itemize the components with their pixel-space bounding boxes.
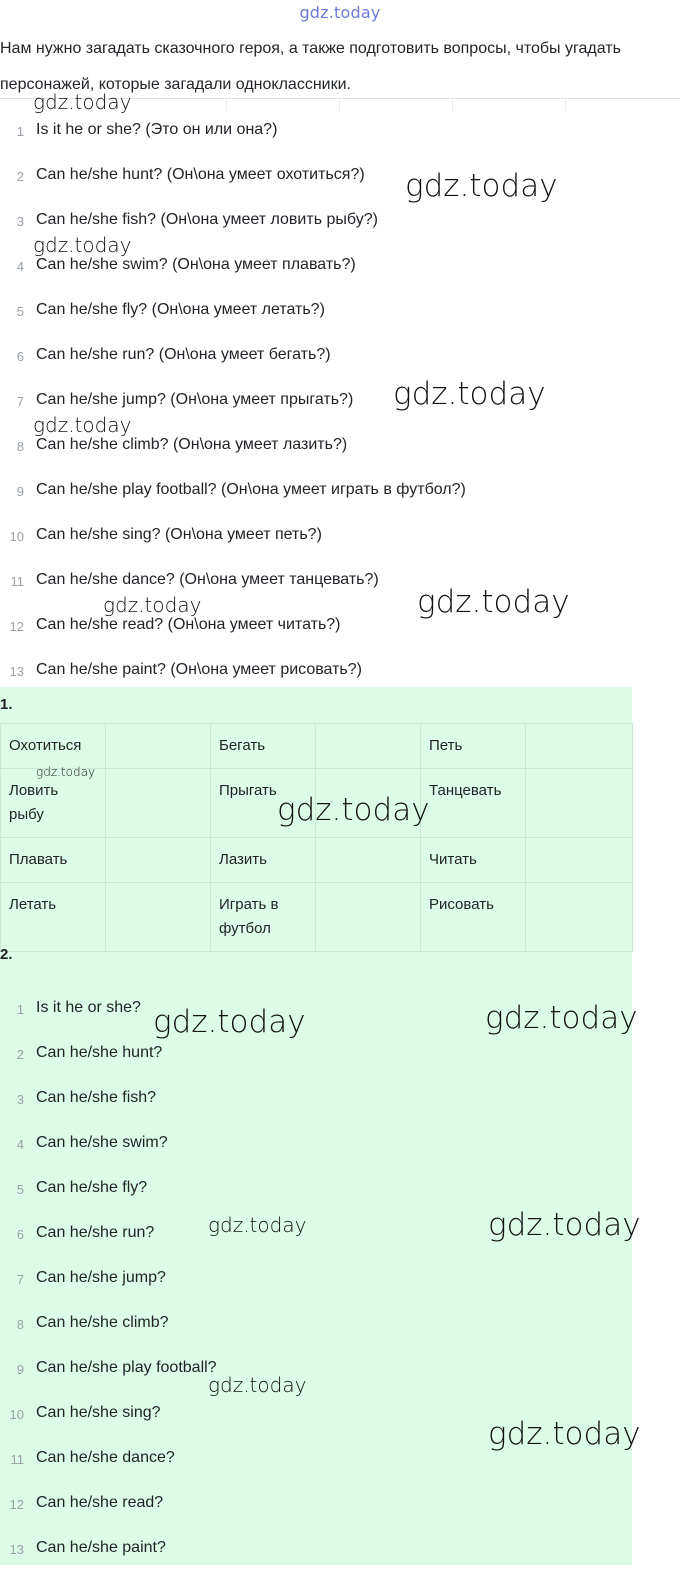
item-text: Can he/she read? (Он\она умеет читать?) xyxy=(36,616,341,633)
item-number: 6 xyxy=(16,1227,24,1242)
item-number: 3 xyxy=(16,214,24,229)
item-number: 5 xyxy=(16,1182,24,1197)
item-number: 9 xyxy=(16,484,24,499)
item-number: 7 xyxy=(16,1272,24,1287)
table-cell: Летать xyxy=(1,883,106,952)
list-item xyxy=(0,480,680,525)
list-item xyxy=(0,1493,680,1538)
item-text: Can he/she paint? (Он\она умеет рисовать?) xyxy=(36,661,362,678)
item-number: 11 xyxy=(10,1452,24,1467)
table-cell xyxy=(526,838,633,883)
table-cell xyxy=(106,883,211,952)
item-number: 4 xyxy=(16,1137,24,1152)
table-cell xyxy=(526,769,633,838)
table-cell: Бегать xyxy=(211,724,316,769)
table-cell xyxy=(106,769,211,838)
list-item xyxy=(0,615,680,660)
table-cell xyxy=(316,838,421,883)
table-row xyxy=(1,883,633,952)
table-cell xyxy=(526,724,633,769)
item-number: 8 xyxy=(16,439,24,454)
item-text: Is it he or she? (Это он или она?) xyxy=(36,121,278,138)
watermark: gdz.today xyxy=(488,1207,641,1243)
watermark: gdz.today xyxy=(405,168,558,204)
list-item xyxy=(0,1538,680,1583)
table-cell: Прыгать xyxy=(211,769,316,838)
item-text: Can he/she read? xyxy=(36,1494,164,1511)
list-item xyxy=(0,300,680,345)
item-text: Can he/she swim? (Он\она умеет плавать?) xyxy=(36,256,356,273)
item-text: Can he/she fly? (Он\она умеет летать?) xyxy=(36,301,325,318)
item-text: Can he/she paint? xyxy=(36,1539,166,1556)
item-text: Can he/she hunt? (Он\она умеет охотиться?) xyxy=(36,166,365,183)
section-2-label: 2. xyxy=(0,946,13,963)
item-number: 2 xyxy=(16,169,24,184)
item-number: 13 xyxy=(9,1542,24,1557)
item-number: 2 xyxy=(16,1047,24,1062)
watermark: gdz.today xyxy=(393,376,546,412)
item-number: 4 xyxy=(16,259,24,274)
table-cell: Читать xyxy=(421,838,526,883)
item-text: Is it he or she? xyxy=(36,999,141,1016)
item-number: 1 xyxy=(16,1002,24,1017)
list-item xyxy=(0,1268,680,1313)
table-cell xyxy=(106,724,211,769)
list-item xyxy=(0,1088,680,1133)
table-cell: Рисовать xyxy=(421,883,526,952)
item-text: Can he/she fly? xyxy=(36,1179,148,1196)
list-item xyxy=(0,1133,680,1178)
item-text: Can he/she dance? (Он\она умеет танцевать?) xyxy=(36,571,379,588)
watermark: gdz.today xyxy=(485,1000,638,1036)
item-text: Can he/she fish? xyxy=(36,1089,157,1106)
item-number: 10 xyxy=(9,1407,24,1422)
watermark: gdz.today xyxy=(208,1213,307,1237)
item-text: Can he/she dance? xyxy=(36,1449,175,1466)
item-number: 12 xyxy=(9,1497,24,1512)
item-text: Can he/she fish? (Он\она умеет ловить рыбу?) xyxy=(36,211,378,228)
item-text: Can he/she sing? xyxy=(36,1404,161,1421)
item-text: Can he/she jump? (Он\она умеет прыгать?) xyxy=(36,391,354,408)
table-cell: Охотиться xyxy=(1,724,106,769)
item-text: Can he/she play football? (Он\она умеет играть в футбол?) xyxy=(36,481,466,498)
item-text: Can he/she run? (Он\она умеет бегать?) xyxy=(36,346,331,363)
watermark: gdz.today xyxy=(488,1416,641,1452)
watermark: gdz.today xyxy=(36,765,96,779)
list-item xyxy=(0,435,680,480)
watermark: gdz.today xyxy=(103,593,202,617)
table-cell: Плавать xyxy=(1,838,106,883)
table-cell xyxy=(106,838,211,883)
watermark: gdz.today xyxy=(417,584,570,620)
item-text: Can he/she sing? (Он\она умеет петь?) xyxy=(36,526,322,543)
section-1-label: 1. xyxy=(0,696,13,713)
table-cell: Ловить рыбу xyxy=(1,769,106,838)
verbs-table xyxy=(0,723,633,952)
table-cell: Танцевать xyxy=(421,769,526,838)
watermark: gdz.today xyxy=(33,413,132,437)
item-number: 12 xyxy=(9,619,24,634)
table-cell xyxy=(526,883,633,952)
watermark: gdz.today xyxy=(153,1004,306,1040)
intro-text: Нам нужно загадать сказочного героя, а также подготовить вопросы, чтобы угадать персонажей, которые загадали одноклассники. xyxy=(0,40,621,93)
table-cell: Петь xyxy=(421,724,526,769)
list-item xyxy=(0,120,680,165)
list-item xyxy=(0,1043,680,1088)
watermark: gdz.today xyxy=(277,792,430,828)
item-text: Can he/she jump? xyxy=(36,1269,166,1286)
item-number: 6 xyxy=(16,349,24,364)
list-item xyxy=(0,165,680,210)
item-text: Can he/she play football? xyxy=(36,1359,217,1376)
item-number: 1 xyxy=(16,124,24,139)
item-number: 8 xyxy=(16,1317,24,1332)
list-item xyxy=(0,1448,680,1493)
table-row xyxy=(1,838,633,883)
item-number: 10 xyxy=(9,529,24,544)
watermark: gdz.today xyxy=(33,90,132,114)
list-item xyxy=(0,1358,680,1403)
item-number: 11 xyxy=(10,574,24,589)
table-cell xyxy=(316,724,421,769)
item-number: 7 xyxy=(16,394,24,409)
watermark: gdz.today xyxy=(33,233,132,257)
table-row xyxy=(1,724,633,769)
list-item xyxy=(0,525,680,570)
item-text: Can he/she run? xyxy=(36,1224,155,1241)
list-item xyxy=(0,345,680,390)
item-number: 9 xyxy=(16,1362,24,1377)
list-item xyxy=(0,570,680,615)
watermark: gdz.today xyxy=(208,1373,307,1397)
item-number: 3 xyxy=(16,1092,24,1107)
list-item xyxy=(0,1313,680,1358)
item-text: Can he/she climb? xyxy=(36,1314,169,1331)
item-text: Can he/she swim? xyxy=(36,1134,168,1151)
item-text: Can he/she climb? (Он\она умеет лазить?) xyxy=(36,436,348,453)
item-number: 5 xyxy=(16,304,24,319)
item-text: Can he/she hunt? xyxy=(36,1044,163,1061)
list-item xyxy=(0,255,680,300)
item-number: 13 xyxy=(9,664,24,679)
table-cell: Играть в футбол xyxy=(211,883,316,952)
questions-short-list xyxy=(0,998,680,1583)
table-cell xyxy=(316,883,421,952)
table-cell: Лазить xyxy=(211,838,316,883)
site-watermark-top: gdz.today xyxy=(299,3,381,22)
